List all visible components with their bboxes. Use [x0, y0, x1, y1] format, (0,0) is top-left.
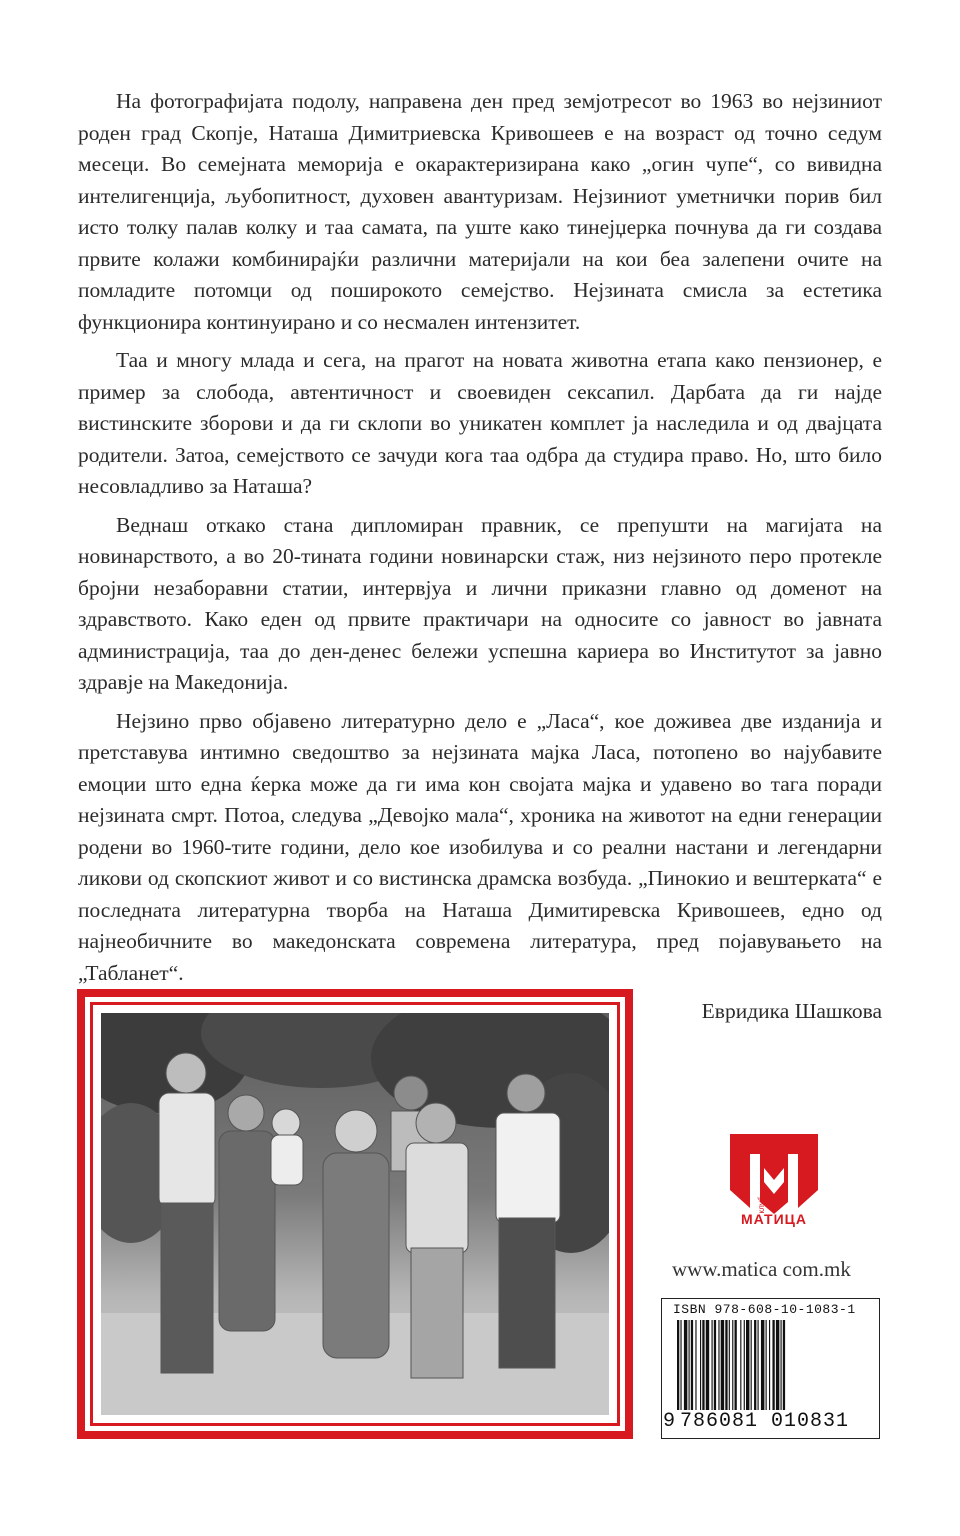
- barcode-first-digit: 9: [663, 1410, 676, 1433]
- blurb-paragraph: На фотографијата подолу, направена ден пред земјотресот во 1963 во нејзиниот роден град Скопје, Наташа Димитриевска Кривошеев е на возраст од точно седум месеци. Во семејната меморија е окарактеризирана како „огин чупе“, со вивидна интелигенција, љубопитност, духовен авантуризам. Нејзиниот уметнички порив бил исто толку палав колку и таа самата, па уште како тинејџерка почнува да ги создава првите колажи комбинирајќи различни материјали на кои беа залепени очите на помладите потомци од поширокото семејство. Нејзината смисла за естетика функционира континуирано и со несмален интензитет.: [78, 89, 882, 334]
- family-photo: [101, 1013, 609, 1415]
- blurb-text: [78, 86, 882, 1028]
- photo-frame: [77, 989, 633, 1439]
- matica-logo-icon: [728, 1128, 820, 1216]
- blurb-paragraph: Нејзино прво објавено литературно дело е „Ласа“, кое доживеа две изданија и претставува интимно сведоштво за нејзината мајка Ласа, потопено во најубавите емоции што една ќерка може да ги има кон својата мајка и удавено во тага поради нејзината смрт. Потоа, следува „Девојко мала“, хроника на животот на едни генерации родени во 1960-тите години, дело кое изобилува и со реални настани и легендарни ликови од скопскиот живот и со вистинска драмска возбуда. „Пинокио и вештерката“ е последната литературна творба на Наташа Димитиревска Кривошеев, едно од најнеобичните во македонската современа литература, пред појавувањето на „Табланет“.: [78, 708, 882, 985]
- logo-small-text: клуб: [757, 1196, 766, 1214]
- family-photo-illustration: [101, 1013, 609, 1415]
- publisher-website[interactable]: www.matica com.mk: [672, 1257, 851, 1281]
- blurb-paragraph: Веднаш откако стана дипломиран правник, се препушти на магијата на новинарството, а во 20-тината години новинарски стаж, низ нејзиното перо протекле бројни незаборавни статии, интервјуа и лични приказни главно од доменот на здравството. Како еден од првите практичари на односите со јавност во јавната администрација, таа до ден-денес бележи успешна кариера во Институтот за јавно здравје на Македонија.: [78, 512, 882, 694]
- author-signature: Евридика Шашкова: [701, 999, 882, 1023]
- publisher-name: МАТИЦА: [740, 1211, 808, 1227]
- barcode-icon: [677, 1320, 867, 1410]
- blurb-paragraph: Таа и многу млада и сега, на прагот на новата животна етапа како пензионер, е пример за слобода, автентичност и своевиден сексапил. Дарбата да ги најде вистинските зборови и да ги склопи во уникатен комплет ја наследила и од двајцата родители. Затоа, семејството се зачуди кога таа одбра да студира право. Но, што било несовладливо за Наташа?: [78, 348, 882, 498]
- barcode-digits: 786081 010831: [680, 1410, 850, 1433]
- isbn-label: ISBN 978-608-10-1083-1: [673, 1302, 856, 1317]
